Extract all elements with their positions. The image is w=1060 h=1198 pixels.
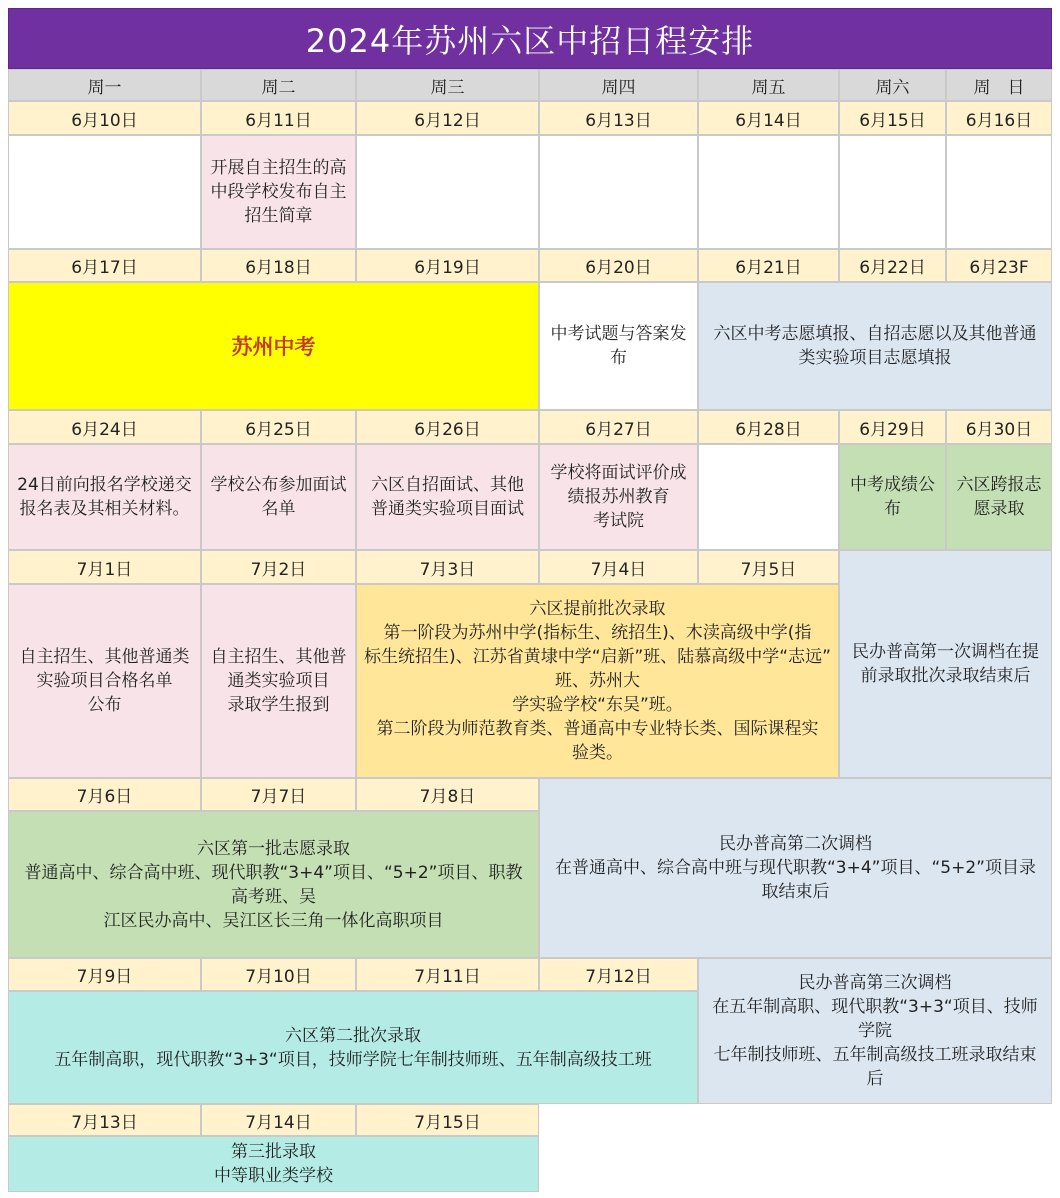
date-cell: 7月10日 xyxy=(201,958,356,991)
weekday-header-sun: 周 日 xyxy=(946,69,1052,101)
date-cell: 7月7日 xyxy=(201,778,356,811)
event-brochure-release: 开展自主招生的高 中段学校发布自主 招生简章 xyxy=(201,135,356,249)
date-cell: 6月17日 xyxy=(8,249,201,282)
date-cell: 6月15日 xyxy=(839,101,946,135)
date-cell: 6月25日 xyxy=(201,410,356,444)
date-cell: 6月11日 xyxy=(201,101,356,135)
date-cell: 6月21日 xyxy=(698,249,839,282)
weekday-header-tue: 周二 xyxy=(201,69,356,101)
empty-cell xyxy=(8,135,201,249)
event-early-admission: 六区提前批次录取 第一阶段为苏州中学(指标生、统招生)、木渎高级中学(指 标生统招生)、江苏省黄埭中学“启新”班、陆慕高级中学“志远” 班、苏州大 学实验学校“东吴”班。 第二阶段为师范教育类、普通高中专业特长类、国际课程实 验类。 xyxy=(356,584,839,778)
date-cell: 6月18日 xyxy=(201,249,356,282)
empty-cell xyxy=(946,135,1052,249)
weekday-header-sat: 周六 xyxy=(839,69,946,101)
date-cell: 7月4日 xyxy=(539,550,698,584)
event-application-filling: 六区中考志愿填报、自招志愿以及其他普通 类实验项目志愿填报 xyxy=(698,282,1052,410)
date-cell: 6月24日 xyxy=(8,410,201,444)
empty-cell xyxy=(356,135,539,249)
date-cell: 6月19日 xyxy=(356,249,539,282)
event-suzhou-exam-label: 苏州中考 xyxy=(231,335,316,359)
date-cell: 6月14日 xyxy=(698,101,839,135)
date-cell: 6月22日 xyxy=(839,249,946,282)
event-score-release: 中考成绩公 布 xyxy=(839,444,946,550)
date-cell: 6月23F xyxy=(946,249,1052,282)
event-interview-results: 学校将面试评价成 绩报苏州教育 考试院 xyxy=(539,444,698,550)
date-cell: 7月11日 xyxy=(356,958,539,991)
event-interviews: 六区自招面试、其他 普通类实验项目面试 xyxy=(356,444,539,550)
weekday-header-wed: 周三 xyxy=(356,69,539,101)
weekday-header-mon: 周一 xyxy=(8,69,201,101)
date-cell: 7月14日 xyxy=(201,1104,356,1136)
page-title: 2024年苏州六区中招日程安排 xyxy=(8,8,1052,69)
date-cell: 6月12日 xyxy=(356,101,539,135)
date-cell: 7月13日 xyxy=(8,1104,201,1136)
event-third-batch-admission: 第三批录取 中等职业类学校 xyxy=(8,1136,539,1192)
event-private-third-transfer: 民办普高第三次调档 在五年制高职、现代职教“3+3“项目、技师 学院 七年制技师班、五年制高级技工班录取结束 后 xyxy=(698,958,1052,1104)
event-second-batch-admission: 六区第二批次录取 五年制高职，现代职教“3+3“项目，技师学院七年制技师班、五年制高级技工班 xyxy=(8,991,698,1104)
empty-cell xyxy=(698,135,839,249)
empty-cell xyxy=(539,135,698,249)
event-interview-list: 学校公布参加面试 名单 xyxy=(201,444,356,550)
weekday-header-thu: 周四 xyxy=(539,69,698,101)
date-cell: 6月30日 xyxy=(946,410,1052,444)
date-cell: 6月16日 xyxy=(946,101,1052,135)
date-cell: 6月29日 xyxy=(839,410,946,444)
date-cell: 6月27日 xyxy=(539,410,698,444)
date-cell: 7月2日 xyxy=(201,550,356,584)
event-suzhou-exam xyxy=(8,282,539,410)
date-cell: 6月26日 xyxy=(356,410,539,444)
date-cell: 7月3日 xyxy=(356,550,539,584)
event-answer-release: 中考试题与答案发 布 xyxy=(539,282,698,410)
weekday-header-fri: 周五 xyxy=(698,69,839,101)
event-cross-district-admission: 六区跨报志 愿录取 xyxy=(946,444,1052,550)
event-private-second-transfer: 民办普高第二次调档 在普通高中、综合高中班与现代职教“3+4”项目、“5+2”项目录 取结束后 xyxy=(539,778,1052,958)
event-submit-registration: 24日前向报名学校递交 报名表及其相关材料。 xyxy=(8,444,201,550)
empty-cell xyxy=(698,444,839,550)
event-first-batch-admission: 六区第一批志愿录取 普通高中、综合高中班、现代职教“3+4”项目、“5+2”项目、职教 高考班、吴 江区民办高中、吴江区长三角一体化高职项目 xyxy=(8,811,539,958)
date-cell: 7月12日 xyxy=(539,958,698,991)
date-cell: 7月8日 xyxy=(356,778,539,811)
event-students-report: 自主招生、其他普 通类实验项目 录取学生报到 xyxy=(201,584,356,778)
event-qualified-list: 自主招生、其他普通类 实验项目合格名单 公布 xyxy=(8,584,201,778)
date-cell: 6月10日 xyxy=(8,101,201,135)
event-private-first-transfer: 民办普高第一次调档在提 前录取批次录取结束后 xyxy=(839,550,1052,778)
date-cell: 6月20日 xyxy=(539,249,698,282)
date-cell: 7月15日 xyxy=(356,1104,539,1136)
date-cell: 7月9日 xyxy=(8,958,201,991)
date-cell: 7月6日 xyxy=(8,778,201,811)
date-cell: 7月1日 xyxy=(8,550,201,584)
date-cell: 6月28日 xyxy=(698,410,839,444)
date-cell: 6月13日 xyxy=(539,101,698,135)
empty-cell xyxy=(839,135,946,249)
date-cell: 7月5日 xyxy=(698,550,839,584)
